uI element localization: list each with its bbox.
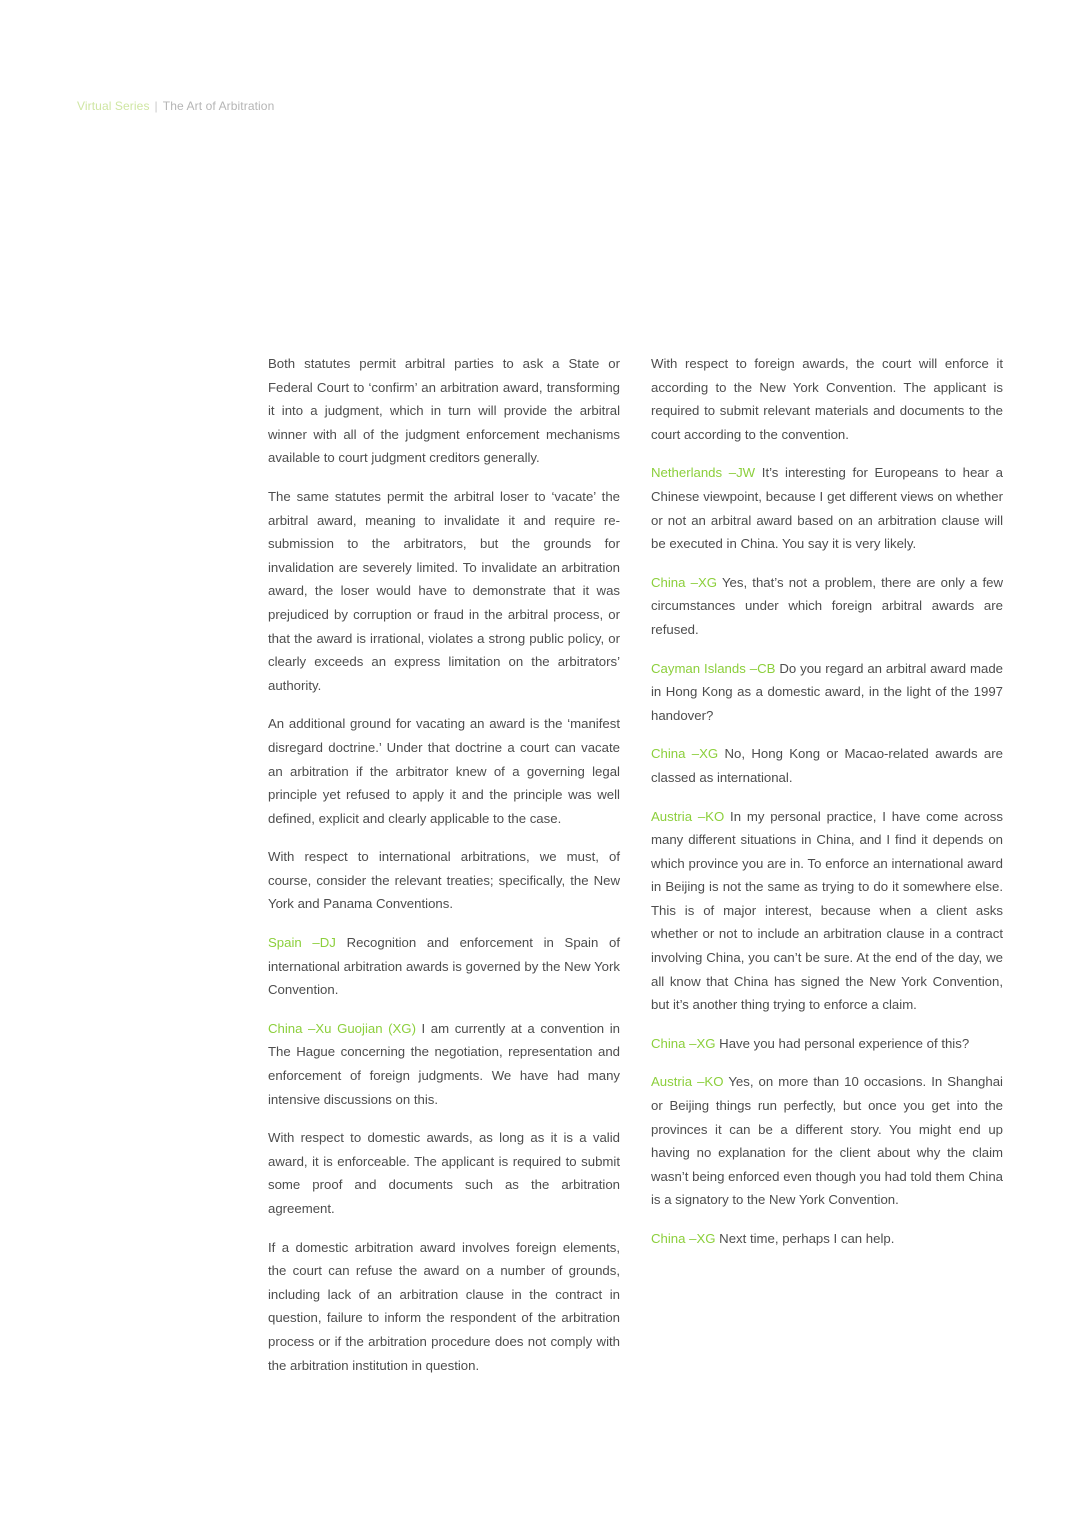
speaker-label: Spain –DJ xyxy=(268,935,336,951)
dialogue-paragraph xyxy=(651,1032,1003,1056)
dialogue-paragraph xyxy=(651,1070,1003,1212)
paragraph: If a domestic arbitration award involves foreign elements, the court can refuse the award on a number of grounds, including lack of an arbitration clause in the contract in question, failure to inform the respondent of the arbitration process or if the arbitration procedure does not comply with the arbitration institution in question. xyxy=(268,1239,620,1373)
paragraph: Both statutes permit arbitral parties to ask a State or Federal Court to ‘confirm’ an arbitration award, transforming it into a judgment, which in turn will provide the arbitral winner with all of the judgment enforcement mechanisms available to court judgment creditors generally. xyxy=(268,356,620,466)
dialogue-text: No, Hong Kong or Macao-related awards are classed as international. xyxy=(651,746,1003,785)
speaker-label: Austria –KO xyxy=(651,808,725,824)
left-column xyxy=(268,352,620,1392)
dialogue-paragraph xyxy=(268,1017,620,1111)
dialogue-paragraph xyxy=(651,571,1003,642)
dialogue-paragraph xyxy=(651,805,1003,1017)
dialogue-paragraph xyxy=(268,931,620,1002)
speaker-label: Cayman Islands –CB xyxy=(651,660,776,676)
speaker-label: China –XG xyxy=(651,1231,716,1246)
speaker-label: Austria –KO xyxy=(651,1074,724,1090)
dialogue-text: Yes, on more than 10 occasions. In Shanghai or Beijing things run perfectly, but once you get into the provinces it can be a different story. You might end up having no explanation for the client about why the claim wasn’t being enforced even though you had told them China is a signatory to the New York Convention. xyxy=(651,1074,1003,1208)
dialogue-text: Yes, that’s not a problem, there are only a few circumstances under which foreign arbitral awards are refused. xyxy=(651,574,1004,637)
publication-title: The Art of Arbitration xyxy=(162,99,275,113)
paragraph: With respect to domestic awards, as long as it is a valid award, it is enforceable. The applicant is required to submit some proof and documents such as the arbitration agreement. xyxy=(268,1130,620,1216)
speaker-label: China –Xu Guojian (XG) xyxy=(268,1020,416,1036)
dialogue-text: In my personal practice, I have come across many different situations in China, and I find it depends on which province you are in. To enforce an international award in Beijing is not the same as trying to do it somewhere else. This is of major interest, because when a client asks whether or not to include an arbitration clause in a contract involving China, you can’t be sure. At the end of the day, we all know that China has signed the New York Convention, but it’s another thing trying to enforce a claim. xyxy=(651,808,1003,1013)
dialogue-text: Do you regard an arbitral award made in Hong Kong as a domestic award, in the light of the 1997 handover? xyxy=(651,660,1004,723)
speaker-label: China –XG xyxy=(651,574,718,590)
paragraph: An additional ground for vacating an award is the ‘manifest disregard doctrine.’ Under that doctrine a court can vacate an arbitration if the arbitrator knew of a governing legal principle yet refused to apply it and the principle was well defined, explicit and clearly applicable to the case. xyxy=(268,716,620,826)
running-header xyxy=(77,99,274,113)
dialogue-paragraph xyxy=(651,742,1003,789)
paragraph: With respect to international arbitrations, we must, of course, consider the relevant treaties; specifically, the New York and Panama Conventions. xyxy=(268,849,620,912)
dialogue-text: Recognition and enforcement in Spain of international arbitration awards is governed by the New York Convention. xyxy=(268,935,620,998)
dialogue-text: Next time, perhaps I can help. xyxy=(715,1231,895,1246)
right-column xyxy=(651,352,1003,1266)
dialogue-text: I am currently at a convention in The Hague concerning the negotiation, representation and enforcement of foreign judgments. We have had many intensive discussions on this. xyxy=(268,1020,620,1107)
series-label: Virtual Series xyxy=(77,99,150,113)
speaker-label: China –XG xyxy=(651,1035,716,1051)
dialogue-paragraph xyxy=(651,657,1003,728)
paragraph: The same statutes permit the arbitral loser to ‘vacate’ the arbitral award, meaning to invalidate it and require re-submission to the arbitrators, but the grounds for invalidation are severely limited. To invalidate an arbitration award, the loser would have to demonstrate that it was prejudiced by corruption or fraud in the arbitral process, or that the award is irrational, violates a strong public policy, or clearly exceeds an express limitation on the arbitrators’ authority. xyxy=(268,488,620,693)
speaker-label: Netherlands –JW xyxy=(651,465,756,481)
header-separator: | xyxy=(154,99,158,113)
dialogue-paragraph xyxy=(651,1227,1003,1251)
dialogue-paragraph xyxy=(651,461,1003,555)
speaker-label: China –XG xyxy=(651,746,719,762)
paragraph: With respect to foreign awards, the court will enforce it according to the New York Convention. The applicant is required to submit relevant materials and documents to the court according to the convention. xyxy=(651,356,1003,442)
dialogue-text: It’s interesting for Europeans to hear a Chinese viewpoint, because I get different views on whether or not an arbitral award based on an arbitration clause will be executed in China. You say it is very likely. xyxy=(651,465,1003,552)
dialogue-text: Have you had personal experience of this? xyxy=(715,1035,970,1051)
